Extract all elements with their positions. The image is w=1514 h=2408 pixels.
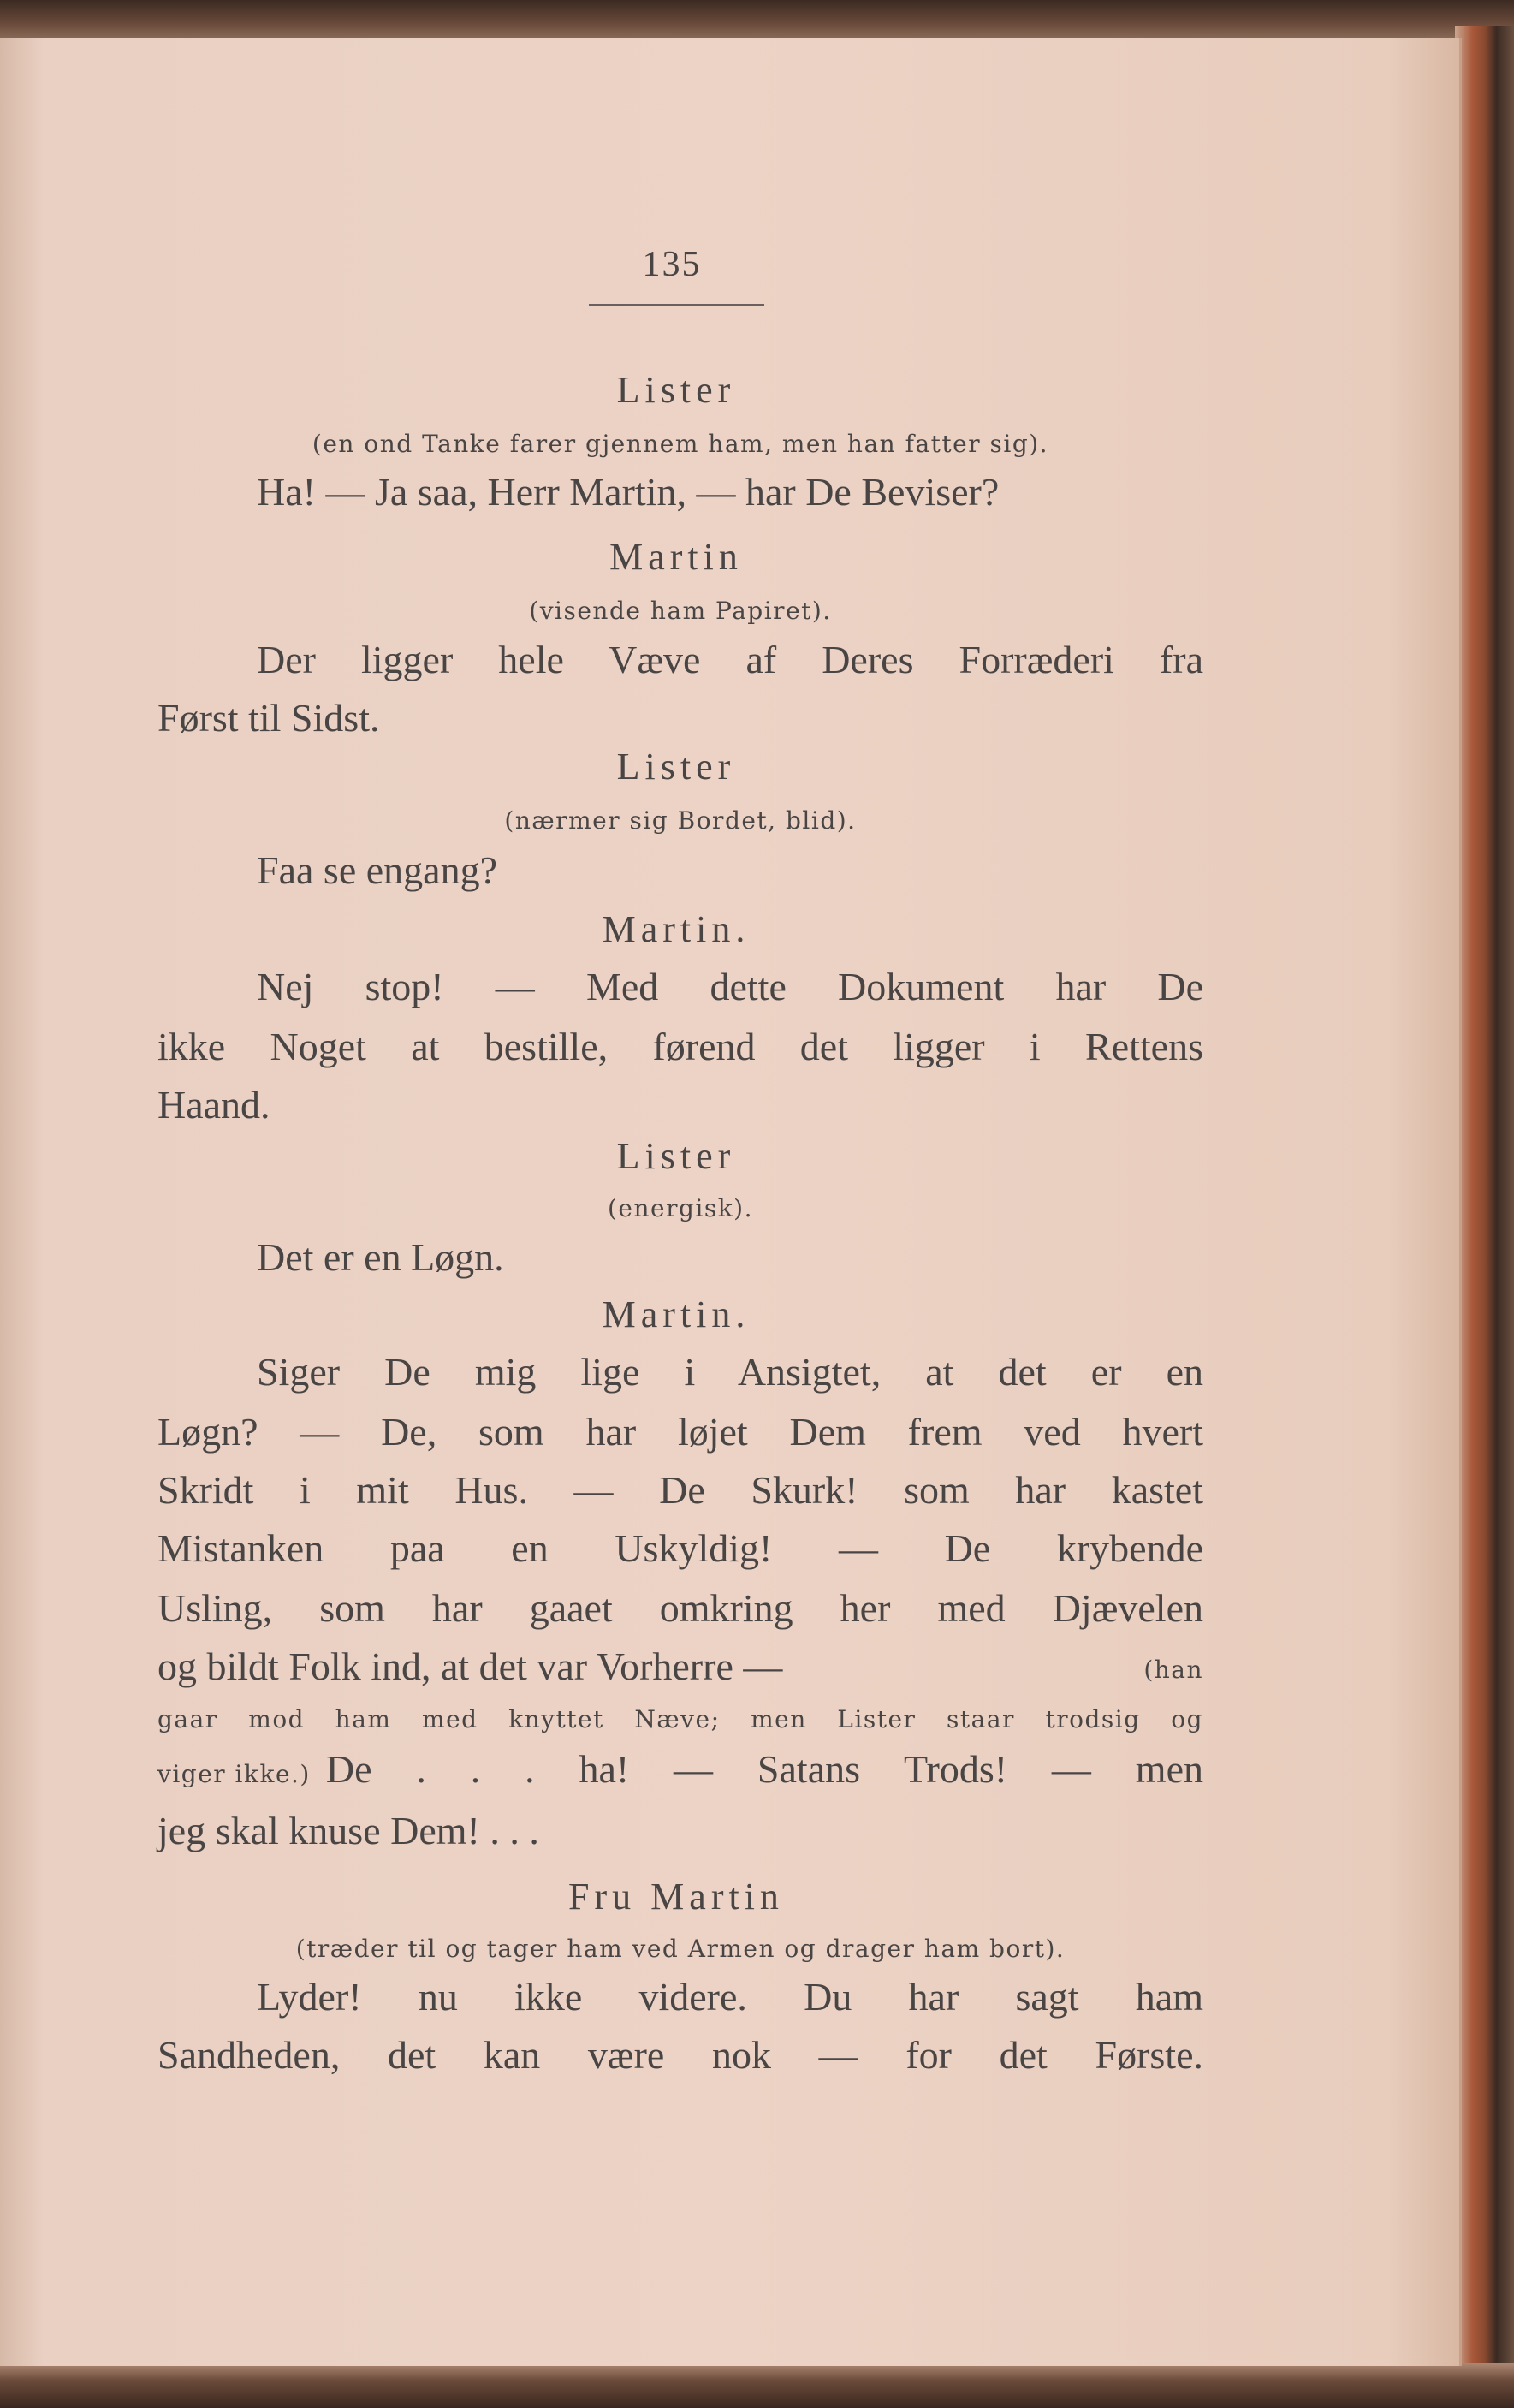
stage-direction-inline: viger ikke.) bbox=[157, 1760, 311, 1788]
stage-direction-4: (energisk). bbox=[607, 1194, 754, 1222]
dialogue-line: Siger De mig lige i Ansigtet, at det er en bbox=[257, 1350, 1203, 1394]
speaker-martin-3: Martin. bbox=[602, 1293, 751, 1335]
dialogue-line-mixed bbox=[157, 1644, 1203, 1689]
dialogue-line: Nej stop! — Med dette Dokument har De bbox=[257, 965, 1203, 1008]
dialogue-line: Ha! — Ja saa, Herr Martin, — har De Beviser? bbox=[257, 470, 1000, 514]
dialogue-line: Skridt i mit Hus. — De Skurk! som har kastet bbox=[157, 1468, 1203, 1512]
dialogue-line: Lyder! nu ikke videre. Du har sagt ham bbox=[257, 1975, 1203, 2019]
dialogue-line: Faa se engang? bbox=[257, 848, 497, 892]
dialogue-line: Sandheden, det kan være nok — for det Første. bbox=[157, 2033, 1203, 2077]
speaker-martin-2: Martin. bbox=[602, 908, 751, 950]
speaker-lister-1: Lister bbox=[616, 369, 736, 411]
dialogue-line: ikke Noget at bestille, førend det ligger i Rettens bbox=[157, 1025, 1203, 1068]
page-number-rule bbox=[589, 304, 764, 306]
dialogue-text: og bildt Folk ind, at det var Vorherre — bbox=[157, 1644, 783, 1688]
page-number: 135 bbox=[642, 245, 702, 284]
speaker-lister-2: Lister bbox=[616, 746, 736, 788]
stage-direction-1: (en ond Tanke farer gjennem ham, men han fatter sig). bbox=[312, 430, 1049, 458]
dialogue-text: De . . . ha! — Satans Trods! — men bbox=[325, 1747, 1203, 1791]
speaker-lister-3: Lister bbox=[616, 1135, 736, 1177]
dialogue-line: Der ligger hele Væve af Deres Forræderi fra bbox=[257, 638, 1203, 681]
dialogue-line: jeg skal knuse Dem! . . . bbox=[157, 1809, 539, 1852]
dialogue-line: Det er en Løgn. bbox=[257, 1235, 504, 1279]
dialogue-line: Haand. bbox=[157, 1083, 270, 1127]
stage-direction-3: (nærmer sig Bordet, blid). bbox=[504, 806, 857, 835]
book-top-edge bbox=[0, 0, 1514, 39]
speaker-fru-martin: Fru Martin bbox=[568, 1876, 784, 1917]
dialogue-line: Først til Sidst. bbox=[157, 696, 380, 740]
dialogue-line-mixed bbox=[157, 1746, 1203, 1792]
dialogue-line: Mistanken paa en Uskyldig! — De krybende bbox=[157, 1526, 1203, 1570]
stage-direction-2: (visende ham Papiret). bbox=[529, 597, 832, 625]
speaker-martin-1: Martin bbox=[609, 536, 743, 578]
book-right-edge bbox=[1455, 26, 1514, 2380]
stage-direction-5: (træder til og tager ham ved Armen og drager ham bort). bbox=[295, 1935, 1066, 1963]
dialogue-line: Usling, som har gaaet omkring her med Djævelen bbox=[157, 1586, 1203, 1630]
book-bottom-edge bbox=[0, 2363, 1514, 2408]
stage-direction-inline: (han bbox=[1143, 1656, 1203, 1684]
stage-direction-inline: gaar mod ham med knyttet Næve; men Lister staar trodsig og bbox=[157, 1705, 1203, 1733]
dialogue-line: Løgn? — De, som har løjet Dem frem ved hvert bbox=[157, 1410, 1203, 1454]
